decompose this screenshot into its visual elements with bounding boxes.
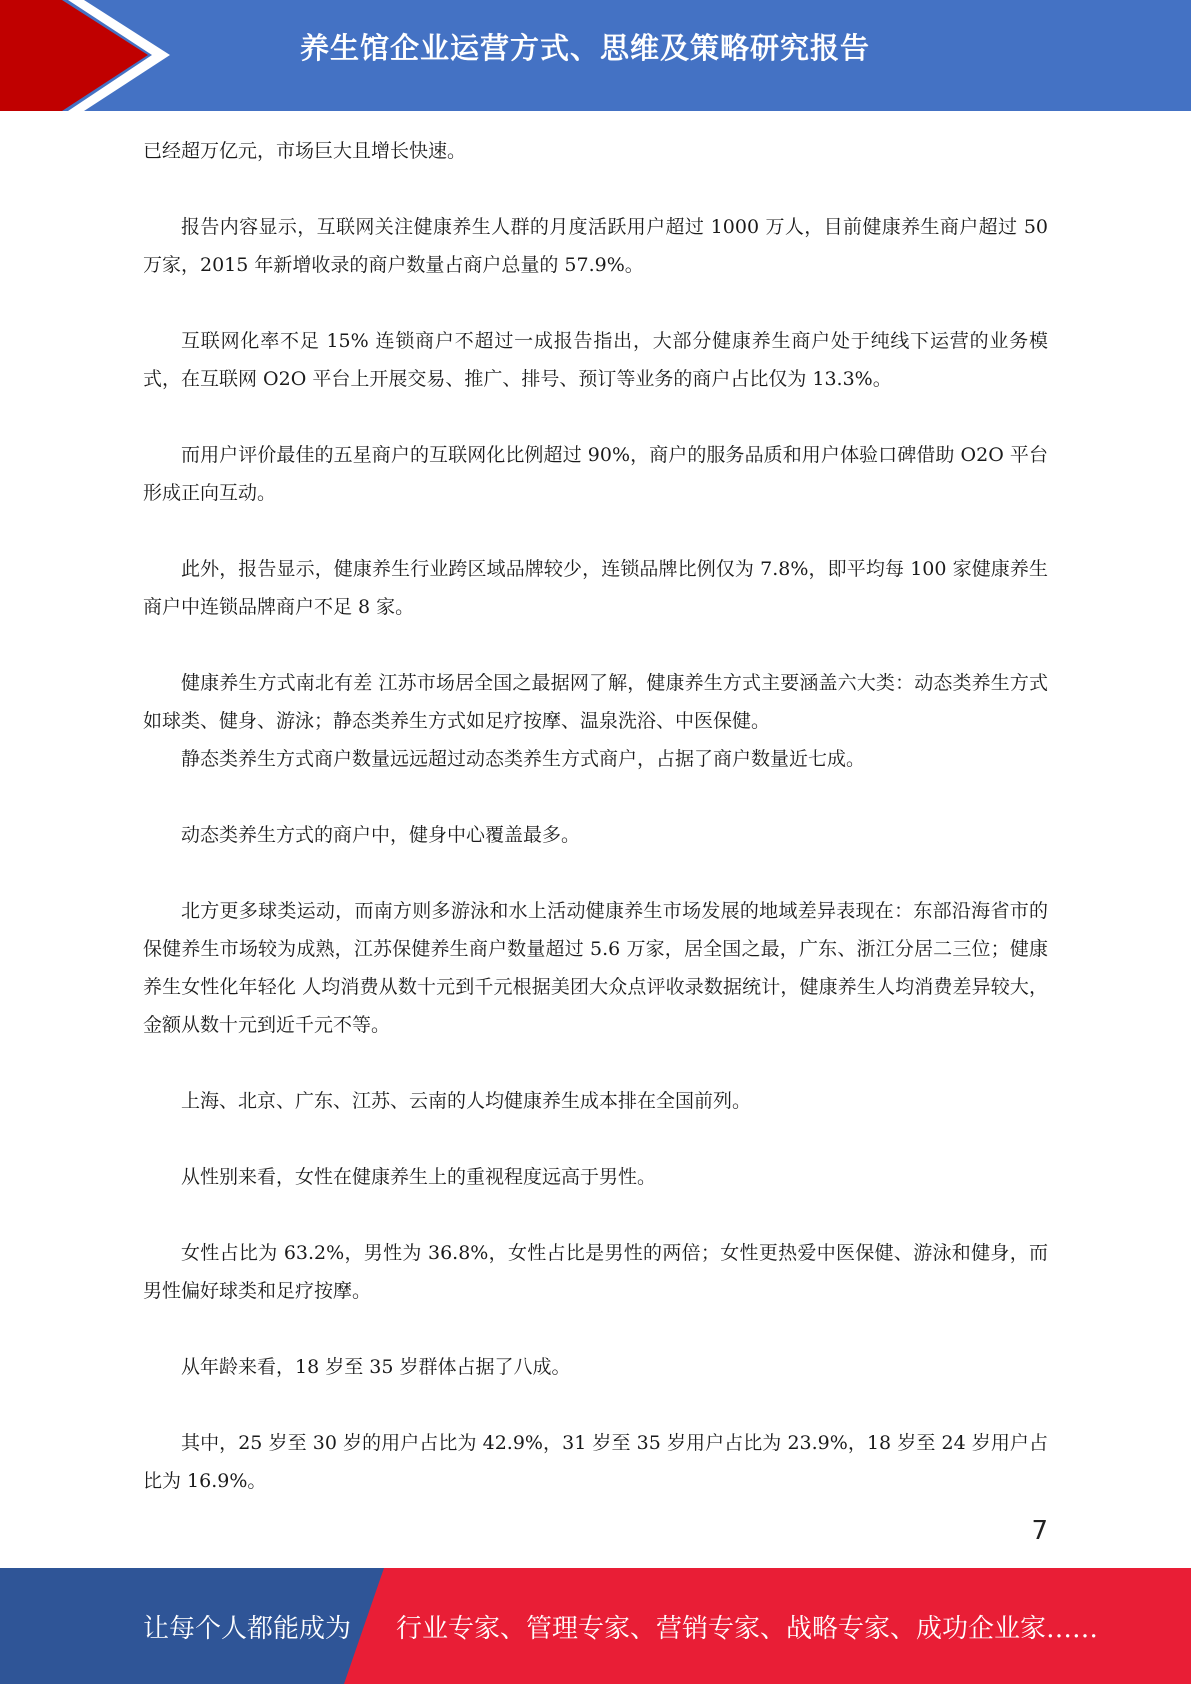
footer-slogan-right: 行业专家、管理专家、营销专家、战略专家、成功企业家……: [396, 1614, 1099, 1644]
paragraph: 北方更多球类运动，而南方则多游泳和水上活动健康养生市场发展的地域差异表现在：东部沿海省市的保健养生市场较为成熟，江苏保健养生商户数量超过 5.6 万家，居全国之最，广东、浙江分居二三位；健康养生女性化年轻化 人均消费从数十元到千元根据美团大众点评收录数据统计，健康养生人均消费差异较大，金额从数十元到近千元不等。: [143, 900, 1048, 1036]
footer-slogan-left: 让每个人都能成为: [143, 1614, 352, 1644]
paragraph: 静态类养生方式商户数量远远超过动态类养生方式商户，占据了商户数量近七成。: [181, 748, 866, 770]
paragraph: 报告内容显示，互联网关注健康养生人群的月度活跃用户超过 1000 万人，目前健康养生商户超过 50 万家，2015 年新增收录的商户数量占商户总量的 57.9%。: [143, 216, 1048, 276]
page-footer: [0, 1568, 1191, 1684]
paragraph: 其中，25 岁至 30 岁的用户占比为 42.9%，31 岁至 35 岁用户占比为 23.9%，18 岁至 24 岁用户占比为 16.9%。: [143, 1432, 1048, 1492]
paragraph: 互联网化率不足 15% 连锁商户不超过一成报告指出，大部分健康养生商户处于纯线下运营的业务模式，在互联网 O2O 平台上开展交易、推广、排号、预订等业务的商户占比仅为 13.3%。: [143, 330, 1048, 390]
paragraph: 从年龄来看，18 岁至 35 岁群体占据了八成。: [181, 1356, 571, 1378]
paragraph: 动态类养生方式的商户中，健身中心覆盖最多。: [181, 824, 581, 846]
paragraph: 而用户评价最佳的五星商户的互联网化比例超过 90%，商户的服务品质和用户体验口碑借助 O2O 平台形成正向互动。: [143, 444, 1048, 504]
paragraph: 从性别来看，女性在健康养生上的重视程度远高于男性。: [181, 1166, 657, 1188]
paragraph: 健康养生方式南北有差 江苏市场居全国之最据网了解，健康养生方式主要涵盖六大类：动态类养生方式如球类、健身、游泳；静态类养生方式如足疗按摩、温泉洗浴、中医保健。: [143, 672, 1048, 732]
paragraph: 此外，报告显示，健康养生行业跨区域品牌较少，连锁品牌比例仅为 7.8%，即平均每 100 家健康养生商户中连锁品牌商户不足 8 家。: [143, 558, 1048, 618]
page-number: 7: [1031, 1516, 1048, 1546]
body-text: [143, 132, 1048, 1500]
paragraph: 已经超万亿元，市场巨大且增长快速。: [143, 140, 467, 162]
page-header: [0, 0, 1191, 111]
report-title: 养生馆企业运营方式、思维及策略研究报告: [300, 31, 871, 65]
paragraph: 上海、北京、广东、江苏、云南的人均健康养生成本排在全国前列。: [181, 1090, 752, 1112]
paragraph: 女性占比为 63.2%，男性为 36.8%，女性占比是男性的两倍；女性更热爱中医保健、游泳和健身，而男性偏好球类和足疗按摩。: [143, 1242, 1048, 1302]
